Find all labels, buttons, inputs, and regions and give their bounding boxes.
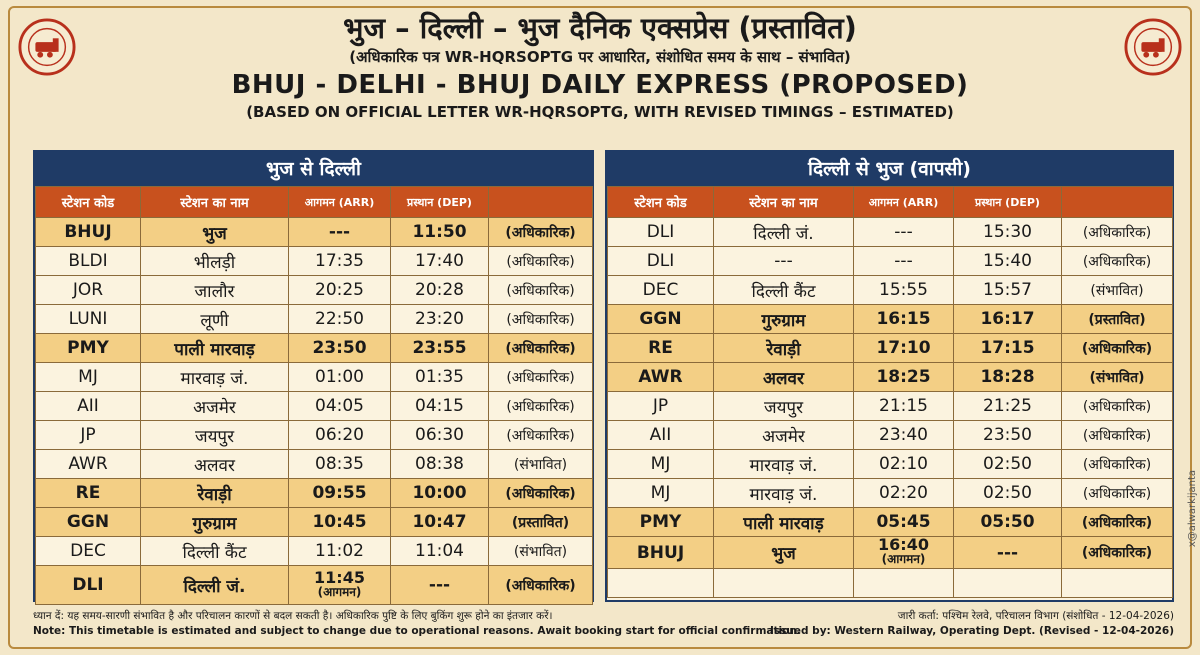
arrival-time: 05:45: [854, 508, 954, 537]
table-row: [36, 508, 593, 537]
departure-time: 17:40: [391, 247, 489, 276]
status-label: (प्रस्तावित): [489, 508, 593, 537]
station-name: जालौर: [141, 276, 289, 305]
onward-table: [35, 186, 593, 605]
onward-rows: [36, 218, 593, 605]
departure-time: 05:50: [954, 508, 1062, 537]
departure-time: 06:30: [391, 421, 489, 450]
arrival-time: 09:55: [289, 479, 391, 508]
departure-time: 01:35: [391, 363, 489, 392]
departure-time: 08:38: [391, 450, 489, 479]
status-label: (अधिकारिक): [1062, 479, 1173, 508]
station-code: JOR: [36, 276, 141, 305]
arrival-time: [854, 537, 954, 569]
table-header-row: [36, 187, 593, 218]
arrival-time: 16:15: [854, 305, 954, 334]
station-name: दिल्ली कैंट: [141, 537, 289, 566]
arrival-time: 17:10: [854, 334, 954, 363]
table-row: [36, 218, 593, 247]
departure-time: 11:50: [391, 218, 489, 247]
station-code: AII: [608, 421, 714, 450]
return-table: [607, 186, 1173, 598]
table-row: [608, 508, 1173, 537]
arrival-time: 06:20: [289, 421, 391, 450]
table-row: [608, 363, 1173, 392]
station-code: JP: [608, 392, 714, 421]
arrival-time: 10:45: [289, 508, 391, 537]
departure-time: 23:50: [954, 421, 1062, 450]
station-name: अजमेर: [141, 392, 289, 421]
table-row: [36, 537, 593, 566]
arrival-note: (आगमन): [881, 552, 926, 566]
station-name: रेवाड़ी: [714, 334, 854, 363]
arrival-time: 23:40: [854, 421, 954, 450]
station-name: ---: [714, 247, 854, 276]
station-name: अलवर: [141, 450, 289, 479]
arrival-time: ---: [854, 247, 954, 276]
table-row: [36, 450, 593, 479]
station-code: PMY: [608, 508, 714, 537]
departure-time: 23:20: [391, 305, 489, 334]
watermark: x@alwarkijanta: [1187, 470, 1198, 548]
station-code: DLI: [608, 218, 714, 247]
table-row: [608, 392, 1173, 421]
col-status: [489, 187, 593, 218]
station-code: PMY: [36, 334, 141, 363]
departure-time: ---: [391, 566, 489, 605]
station-name: रेवाड़ी: [141, 479, 289, 508]
col-station-code: स्टेशन कोड: [608, 187, 714, 218]
col-station-name: स्टेशन का नाम: [141, 187, 289, 218]
arrival-time: 08:35: [289, 450, 391, 479]
footer-issuer: [770, 609, 1174, 639]
station-name: मारवाड़ जं.: [141, 363, 289, 392]
table-row: [36, 305, 593, 334]
table-row: [36, 392, 593, 421]
table-row: [608, 537, 1173, 569]
arrival-time: 21:15: [854, 392, 954, 421]
return-title: दिल्ली से भुज (वापसी): [607, 152, 1172, 186]
station-code: MJ: [608, 479, 714, 508]
arrival-time: 01:00: [289, 363, 391, 392]
table-row: [608, 421, 1173, 450]
status-label: (अधिकारिक): [489, 392, 593, 421]
departure-time: 21:25: [954, 392, 1062, 421]
station-code: BHUJ: [608, 537, 714, 569]
arrival-time: 04:05: [289, 392, 391, 421]
onward-timetable: [33, 150, 594, 602]
station-code: DLI: [608, 247, 714, 276]
station-code: LUNI: [36, 305, 141, 334]
table-row: [36, 421, 593, 450]
departure-time: 15:40: [954, 247, 1062, 276]
station-code: GGN: [608, 305, 714, 334]
table-row: [36, 276, 593, 305]
table-row: [608, 334, 1173, 363]
departure-time: 23:55: [391, 334, 489, 363]
departure-time: 10:00: [391, 479, 489, 508]
departure-time: 18:28: [954, 363, 1062, 392]
table-row: [36, 566, 593, 605]
arrival-time: 20:25: [289, 276, 391, 305]
station-code: [608, 569, 714, 598]
onward-title: भुज से दिल्ली: [35, 152, 592, 186]
title-english: BHUJ - DELHI - BHUJ DAILY EXPRESS (PROPOSED): [231, 70, 969, 100]
station-code: AWR: [36, 450, 141, 479]
departure-time: 04:15: [391, 392, 489, 421]
status-label: (संभावित): [489, 537, 593, 566]
status-label: (अधिकारिक): [489, 218, 593, 247]
station-code: GGN: [36, 508, 141, 537]
status-label: (अधिकारिक): [489, 363, 593, 392]
arrival-time-value: 16:40: [878, 536, 929, 554]
status-label: (अधिकारिक): [1062, 537, 1173, 569]
issued-english: Issued by: Western Railway, Operating Dept. (Revised - 12-04-2026): [770, 625, 1174, 637]
return-timetable: [605, 150, 1174, 602]
arrival-time: 23:50: [289, 334, 391, 363]
status-label: (अधिकारिक): [489, 334, 593, 363]
table-row: [608, 218, 1173, 247]
status-label: (अधिकारिक): [1062, 247, 1173, 276]
station-name: मारवाड़ जं.: [714, 450, 854, 479]
col-departure: प्रस्थान (DEP): [391, 187, 489, 218]
arrival-time-value: 11:45: [314, 567, 365, 587]
station-name: जयपुर: [714, 392, 854, 421]
footer-note: [33, 609, 801, 639]
table-row: [36, 334, 593, 363]
station-name: लूणी: [141, 305, 289, 334]
station-name: पाली मारवाड़: [714, 508, 854, 537]
station-code: RE: [36, 479, 141, 508]
station-code: BLDI: [36, 247, 141, 276]
status-label: (अधिकारिक): [489, 276, 593, 305]
departure-time: 15:57: [954, 276, 1062, 305]
issued-hindi: जारी कर्ता: पश्चिम रेलवे, परिचालन विभाग (संशोधित - 12-04-2026): [897, 610, 1174, 622]
table-row: [36, 479, 593, 508]
arrival-time: 02:20: [854, 479, 954, 508]
col-arrival: आगमन (ARR): [289, 187, 391, 218]
station-code: BHUJ: [36, 218, 141, 247]
table-row: [608, 276, 1173, 305]
subtitle-english: (BASED ON OFFICIAL LETTER WR-HQRSOPTG, WITH REVISED TIMINGS – ESTIMATED): [246, 103, 954, 121]
station-code: AII: [36, 392, 141, 421]
arrival-time: 15:55: [854, 276, 954, 305]
station-code: DEC: [608, 276, 714, 305]
arrival-note: (आगमन): [317, 584, 362, 599]
station-code: MJ: [608, 450, 714, 479]
station-name: मारवाड़ जं.: [714, 479, 854, 508]
status-label: (अधिकारिक): [1062, 334, 1173, 363]
note-hindi: ध्यान दें: यह समय-सारणी संभावित है और परिचालन कारणों से बदल सकती है। अधिकारिक पुष्टि के लिए बुकिंग शुरू होने का इंतजार करें।: [33, 610, 553, 622]
col-arrival: आगमन (ARR): [854, 187, 954, 218]
arrival-time: [289, 566, 391, 605]
station-name: भुज: [141, 218, 289, 247]
col-station-code: स्टेशन कोड: [36, 187, 141, 218]
station-name: जयपुर: [141, 421, 289, 450]
arrival-time: 02:10: [854, 450, 954, 479]
station-name: [714, 569, 854, 598]
status-label: (अधिकारिक): [489, 479, 593, 508]
arrival-time: 22:50: [289, 305, 391, 334]
status-label: (संभावित): [1062, 276, 1173, 305]
subtitle-hindi: (अधिकारिक पत्र WR-HQRSOPTG पर आधारित, संशोधित समय के साथ – संभावित): [349, 48, 851, 66]
station-name: गुरुग्राम: [141, 508, 289, 537]
station-code: RE: [608, 334, 714, 363]
poster-header: [0, 10, 1200, 122]
arrival-time: [854, 569, 954, 598]
station-name: गुरुग्राम: [714, 305, 854, 334]
status-label: (अधिकारिक): [489, 566, 593, 605]
departure-time: 16:17: [954, 305, 1062, 334]
table-row: [608, 479, 1173, 508]
status-label: (अधिकारिक): [1062, 450, 1173, 479]
station-name: अलवर: [714, 363, 854, 392]
station-name: भीलड़ी: [141, 247, 289, 276]
arrival-time: 18:25: [854, 363, 954, 392]
status-label: (अधिकारिक): [489, 305, 593, 334]
station-name: दिल्ली कैंट: [714, 276, 854, 305]
departure-time: 17:15: [954, 334, 1062, 363]
status-label: [1062, 569, 1173, 598]
status-label: (संभावित): [489, 450, 593, 479]
col-station-name: स्टेशन का नाम: [714, 187, 854, 218]
station-name: अजमेर: [714, 421, 854, 450]
status-label: (प्रस्तावित): [1062, 305, 1173, 334]
table-row: [608, 569, 1173, 598]
status-label: (संभावित): [1062, 363, 1173, 392]
departure-time: ---: [954, 537, 1062, 569]
station-code: JP: [36, 421, 141, 450]
departure-time: 02:50: [954, 450, 1062, 479]
table-row: [608, 247, 1173, 276]
station-name: दिल्ली जं.: [141, 566, 289, 605]
station-code: AWR: [608, 363, 714, 392]
arrival-time: 17:35: [289, 247, 391, 276]
status-label: (अधिकारिक): [489, 421, 593, 450]
table-row: [36, 363, 593, 392]
status-label: (अधिकारिक): [1062, 218, 1173, 247]
departure-time: 11:04: [391, 537, 489, 566]
arrival-time: ---: [854, 218, 954, 247]
station-name: भुज: [714, 537, 854, 569]
arrival-time: ---: [289, 218, 391, 247]
departure-time: 10:47: [391, 508, 489, 537]
status-label: (अधिकारिक): [1062, 508, 1173, 537]
station-code: DLI: [36, 566, 141, 605]
departure-time: [954, 569, 1062, 598]
station-name: पाली मारवाड़: [141, 334, 289, 363]
status-label: (अधिकारिक): [1062, 392, 1173, 421]
col-status: [1062, 187, 1173, 218]
departure-time: 20:28: [391, 276, 489, 305]
table-row: [36, 247, 593, 276]
station-code: DEC: [36, 537, 141, 566]
note-english: Note: This timetable is estimated and subject to change due to operational reasons. Await booking start for official confirmation.: [33, 625, 801, 637]
departure-time: 15:30: [954, 218, 1062, 247]
table-row: [608, 305, 1173, 334]
station-code: MJ: [36, 363, 141, 392]
status-label: (अधिकारिक): [1062, 421, 1173, 450]
return-rows: [608, 218, 1173, 598]
departure-time: 02:50: [954, 479, 1062, 508]
status-label: (अधिकारिक): [489, 247, 593, 276]
title-hindi: भुज – दिल्ली – भुज दैनिक एक्सप्रेस (प्रस्तावित): [343, 11, 857, 45]
table-header-row: [608, 187, 1173, 218]
arrival-time: 11:02: [289, 537, 391, 566]
station-name: दिल्ली जं.: [714, 218, 854, 247]
col-departure: प्रस्थान (DEP): [954, 187, 1062, 218]
table-row: [608, 450, 1173, 479]
